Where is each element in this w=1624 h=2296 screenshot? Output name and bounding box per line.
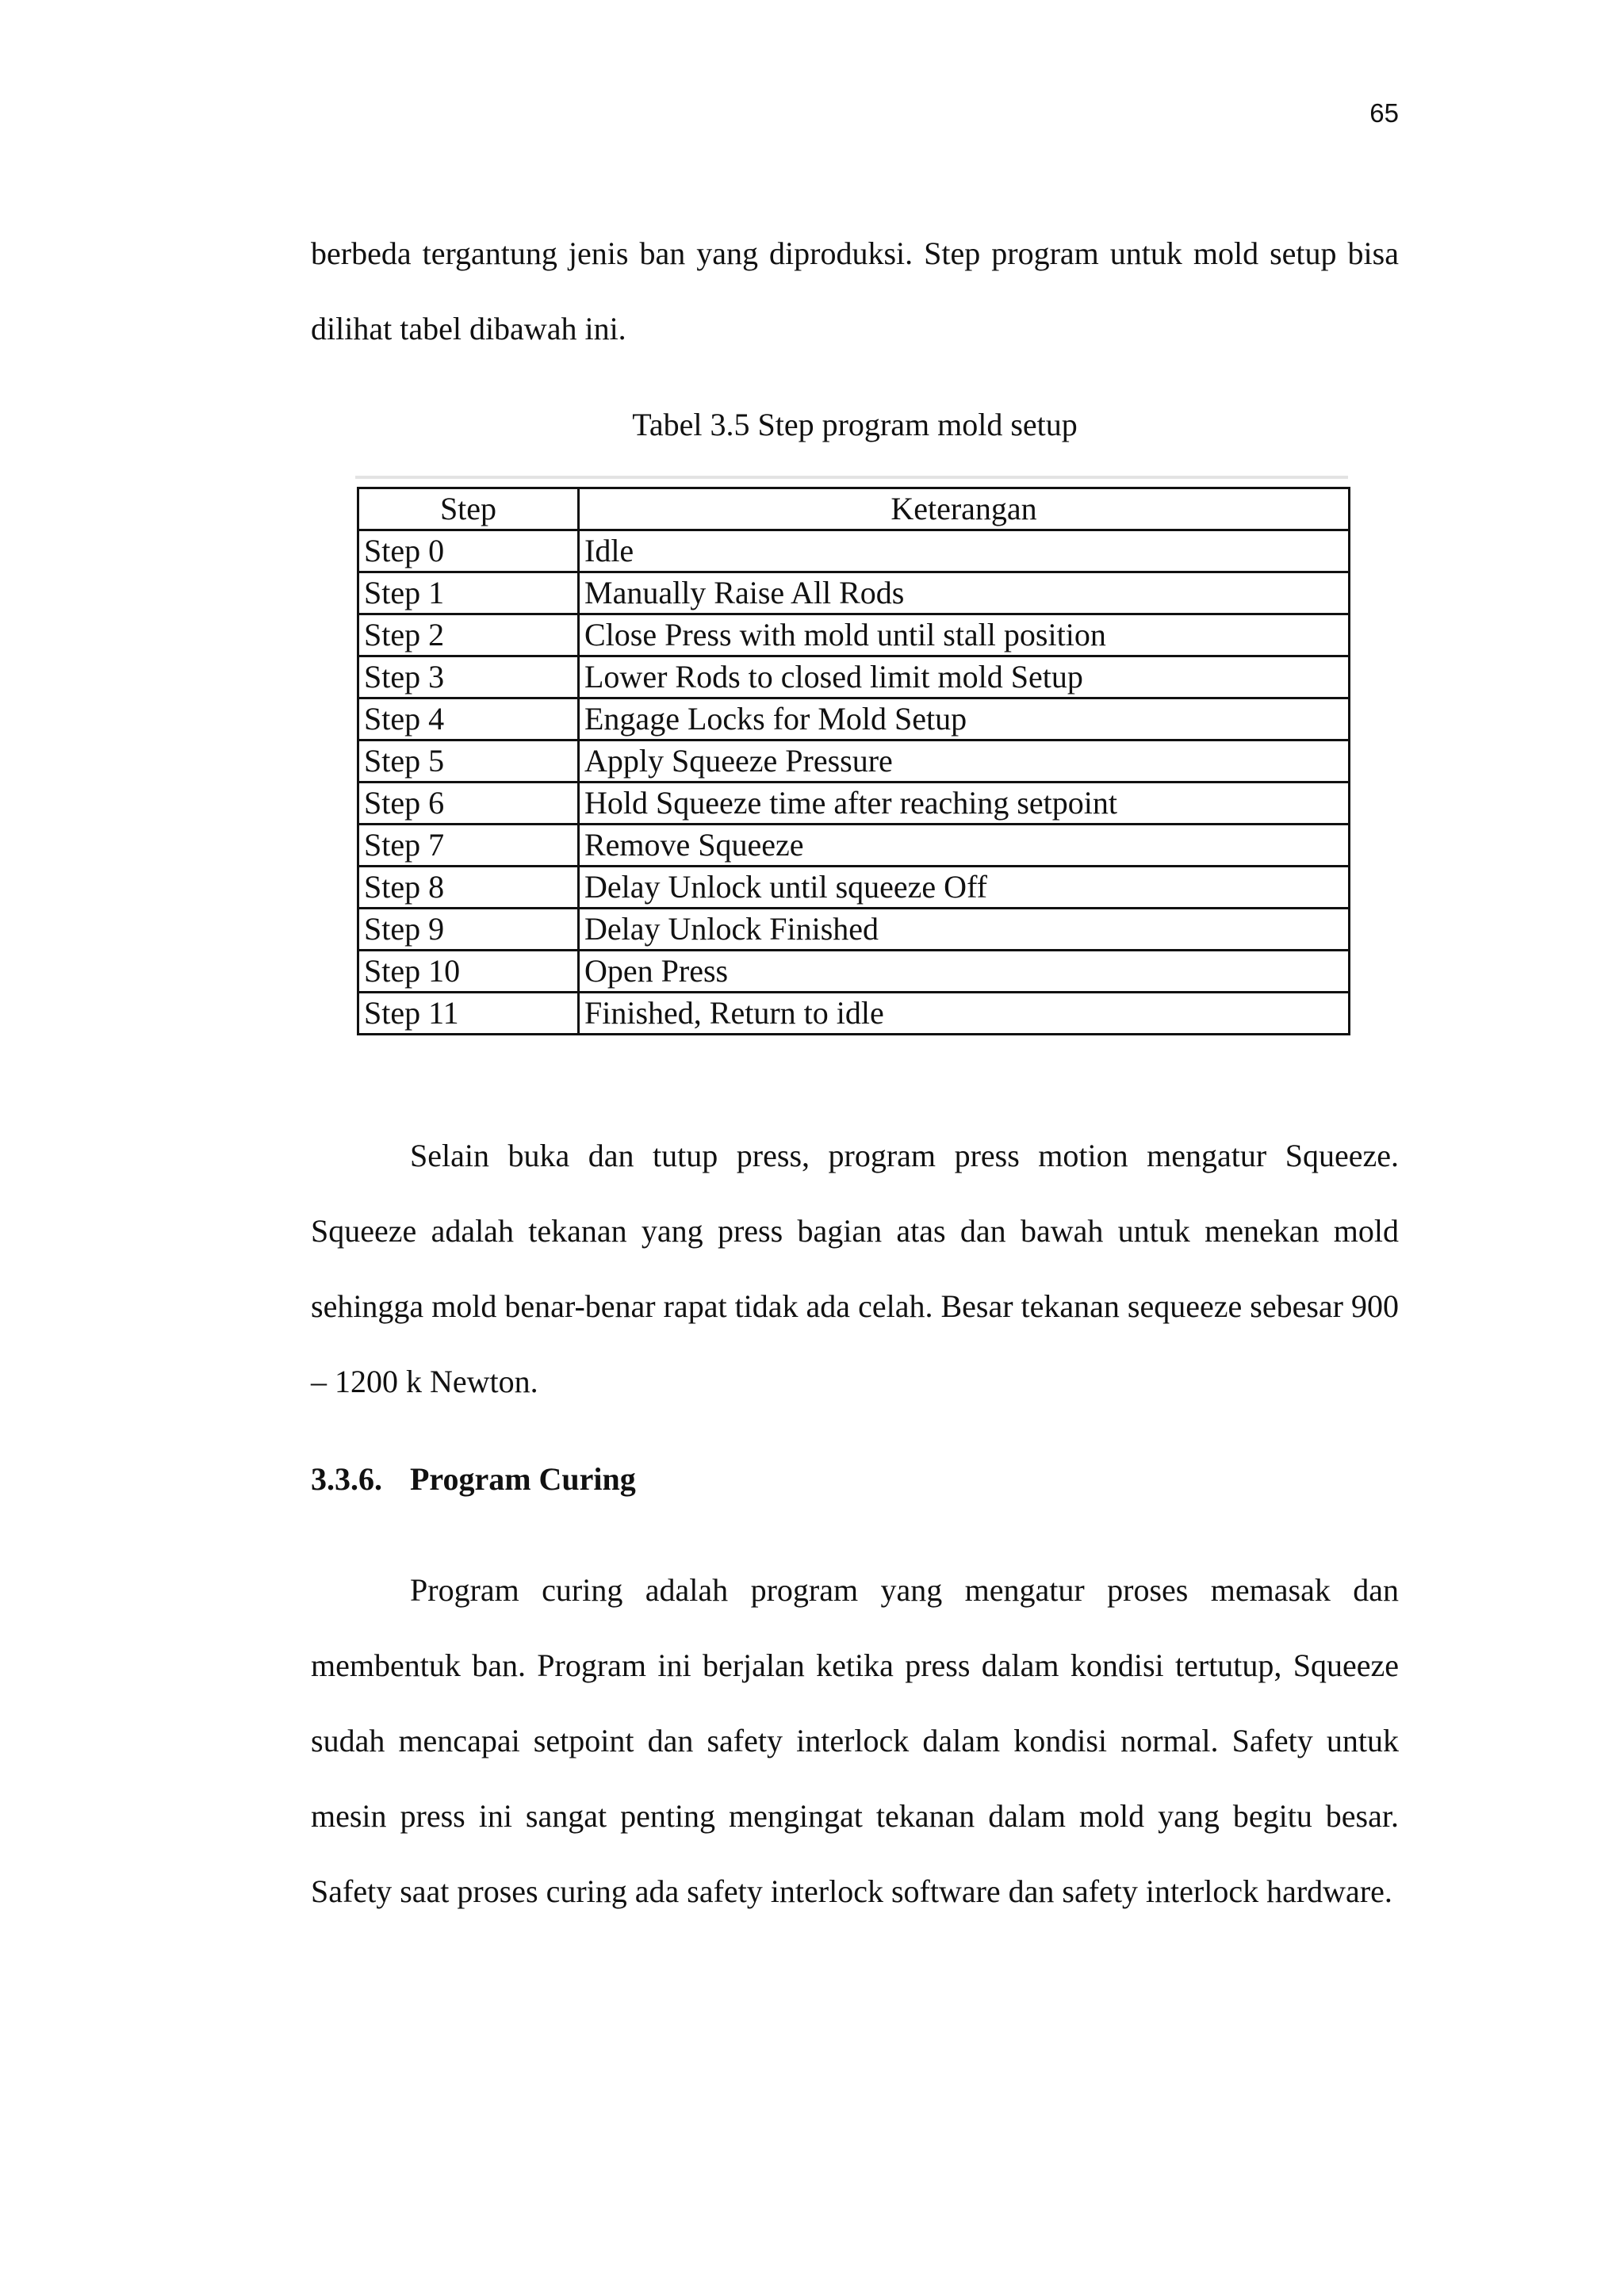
page-number: 65 — [1369, 98, 1399, 128]
table-row — [358, 825, 1350, 867]
table-row — [358, 530, 1350, 572]
step-cell: Step 0 — [358, 530, 579, 572]
step-cell: Step 3 — [358, 656, 579, 698]
table-caption: Tabel 3.5 Step program mold setup — [632, 407, 1078, 442]
mold-setup-steps-table — [357, 487, 1350, 1035]
table-row — [358, 656, 1350, 698]
description-cell: Lower Rods to closed limit mold Setup — [579, 656, 1350, 698]
table-row — [358, 572, 1350, 614]
step-cell: Step 11 — [358, 993, 579, 1035]
table-top-rule — [355, 476, 1348, 479]
step-cell: Step 6 — [358, 783, 579, 825]
description-cell: Open Press — [579, 951, 1350, 993]
description-cell: Finished, Return to idle — [579, 993, 1350, 1035]
section-number: 3.3.6. — [311, 1461, 382, 1497]
description-cell: Hold Squeeze time after reaching setpoint — [579, 783, 1350, 825]
description-cell: Engage Locks for Mold Setup — [579, 698, 1350, 740]
table-row — [358, 909, 1350, 951]
paragraph-squeeze: Selain buka dan tutup press, program press motion mengatur Squeeze. Squeeze adalah tekanan yang press bagian atas dan bawah untuk menekan mold sehingga mold benar-benar rapat tidak ada celah. Besar tekanan sequeeze sebesar 900 – 1200 k Newton. — [311, 1138, 1399, 1399]
step-cell: Step 8 — [358, 867, 579, 909]
description-cell: Delay Unlock until squeeze Off — [579, 867, 1350, 909]
step-cell: Step 7 — [358, 825, 579, 867]
paragraph-curing: Program curing adalah program yang mengatur proses memasak dan membentuk ban. Program ini berjalan ketika press dalam kondisi tertutup, Squeeze sudah mencapai setpoint dan safety interlock dalam kondisi normal. Safety untuk mesin press ini sangat penting mengingat tekanan dalam mold yang begitu besar. Safety saat proses curing ada safety interlock software dan safety interlock hardware. — [311, 1572, 1399, 1909]
step-cell: Step 1 — [358, 572, 579, 614]
step-cell: Step 2 — [358, 614, 579, 656]
description-cell: Remove Squeeze — [579, 825, 1350, 867]
description-cell: Idle — [579, 530, 1350, 572]
header-keterangan: Keterangan — [579, 488, 1350, 530]
table-header-row — [358, 488, 1350, 530]
table-row — [358, 698, 1350, 740]
step-cell: Step 5 — [358, 740, 579, 783]
table-row — [358, 867, 1350, 909]
table-row — [358, 783, 1350, 825]
table-row — [358, 993, 1350, 1035]
section-heading — [311, 1460, 636, 1498]
description-cell: Delay Unlock Finished — [579, 909, 1350, 951]
table-row — [358, 951, 1350, 993]
step-cell: Step 10 — [358, 951, 579, 993]
step-cell: Step 9 — [358, 909, 579, 951]
section-title: Program Curing — [410, 1461, 636, 1497]
paragraph-intro: berbeda tergantung jenis ban yang diproduksi. Step program untuk mold setup bisa dilihat tabel dibawah ini. — [311, 235, 1399, 346]
description-cell: Apply Squeeze Pressure — [579, 740, 1350, 783]
description-cell: Close Press with mold until stall position — [579, 614, 1350, 656]
description-cell: Manually Raise All Rods — [579, 572, 1350, 614]
step-cell: Step 4 — [358, 698, 579, 740]
table-row — [358, 740, 1350, 783]
table-row — [358, 614, 1350, 656]
header-step: Step — [358, 488, 579, 530]
